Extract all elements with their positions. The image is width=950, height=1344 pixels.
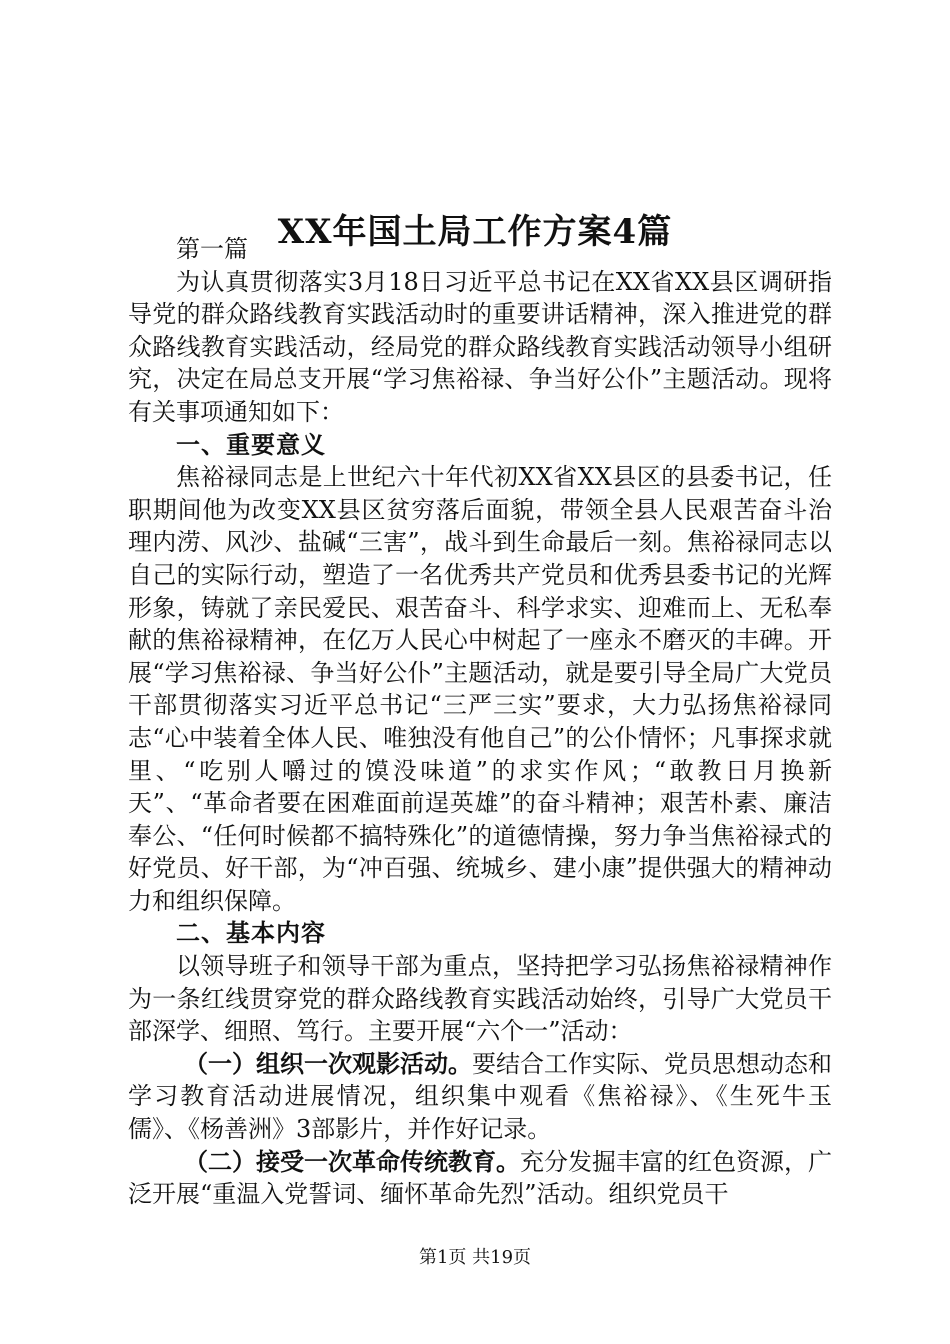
section-heading-significance: 一、重要意义 xyxy=(176,430,326,459)
item-lead: （一）组织一次观影活动。 xyxy=(184,1049,472,1078)
intro-paragraph: 为认真贯彻落实3月18日习近平总书记在XX省XX县区调研指导党的群众路线教育实践活动时的重要讲话精神，深入推进党的群众路线教育实践活动，经局党的群众路线教育实践活动领导小组研究，决定在局总支开展“学习焦裕禄、争当好公仆”主题活动。现将有关事项通知如下： xyxy=(128,267,832,426)
item-text: 充分发掘丰富的红色资源，广泛开展“重温入党誓词、缅怀革命先烈”活动。组织党员干 xyxy=(128,1147,832,1209)
content-paragraph: 以领导班子和领导干部为重点，坚持把学习弘扬焦裕禄精神作为一条红线贯穿党的群众路线教育实践活动始终，引导广大党员干部深学、细照、笃行。主要开展“六个一”活动： xyxy=(128,952,832,1046)
list-item xyxy=(128,1146,832,1211)
part-label: 第一篇 xyxy=(176,235,248,263)
document-title: XX年国土局工作方案4篇 xyxy=(277,211,673,252)
item-lead: （二）接受一次革命传统教育。 xyxy=(184,1147,520,1176)
list-item xyxy=(128,1048,832,1146)
document-body xyxy=(128,233,832,1211)
page-footer: 第1页 共19页 xyxy=(418,1247,532,1268)
section-heading-content: 二、基本内容 xyxy=(176,919,326,948)
item-text: 要结合工作实际、党员思想动态和学习教育活动进展情况，组织集中观看《焦裕禄》、《生死牛玉儒》、《杨善洲》3部影片，并作好记录。 xyxy=(128,1049,832,1144)
significance-paragraph: 焦裕禄同志是上世纪六十年代初XX省XX县区的县委书记，任职期间他为改变XX县区贫穷落后面貌，带领全县人民艰苦奋斗治理内涝、风沙、盐碱“三害”，战斗到生命最后一刻。焦裕禄同志以自己的实际行动，塑造了一名优秀共产党员和优秀县委书记的光辉形象，铸就了亲民爱民、艰苦奋斗、科学求实、迎难而上、无私奉献的焦裕禄精神，在亿万人民心中树起了一座永不磨灭的丰碑。开展“学习焦裕禄、争当好公仆”主题活动，就是要引导全局广大党员干部贯彻落实习近平总书记“三严三实”要求，大力弘扬焦裕禄同志“心中装着全体人民、唯独没有他自己”的公仆情怀；凡事探求就里、“吃别人嚼过的馍没味道”的求实作风；“敢教日月换新天”、“革命者要在困难面前逞英雄”的奋斗精神；艰苦朴素、廉洁奉公、“任何时候都不搞特殊化”的道德情操，努力争当焦裕禄式的好党员、好干部，为“冲百强、统城乡、建小康”提供强大的精神动力和组织保障。 xyxy=(128,463,832,915)
